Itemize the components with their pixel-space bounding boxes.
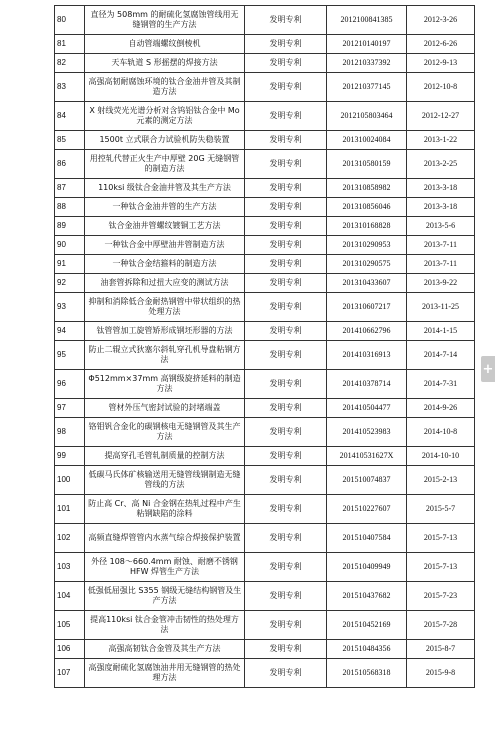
application-date-cell: 2013-2-25	[407, 150, 475, 179]
patent-name-cell: 提高穿孔毛管轧制质量的控制方法	[85, 447, 245, 466]
patent-name-cell: 用控轧代替正火生产中厚壁 20G 无缝钢管的制造方法	[85, 150, 245, 179]
patent-type-cell: 发明专利	[245, 293, 327, 322]
application-date-cell: 2015-7-23	[407, 582, 475, 611]
application-date-cell: 2015-2-13	[407, 466, 475, 495]
application-date-cell: 2014-10-8	[407, 418, 475, 447]
application-date-cell: 2015-7-13	[407, 524, 475, 553]
patent-type-cell: 发明专利	[245, 73, 327, 102]
patent-name-cell: 低碳马氏体矿核输送用无缝管线钢制造无缝管线的方法	[85, 466, 245, 495]
patent-type-cell: 发明专利	[245, 524, 327, 553]
patent-type-cell: 发明专利	[245, 447, 327, 466]
application-date-cell: 2015-5-7	[407, 495, 475, 524]
patent-name-cell: 高强度耐硫化氢腐蚀油井用无缝钢管的热处理方法	[85, 659, 245, 688]
patent-number-cell: 81	[55, 35, 85, 54]
patent-name-cell: 外径 108～660.4mm 耐蚀、耐磨不锈钢 HFW 焊管生产方法	[85, 553, 245, 582]
table-row	[55, 198, 475, 217]
patent-number-cell: 94	[55, 322, 85, 341]
table-row	[55, 102, 475, 131]
patent-number-cell: 106	[55, 640, 85, 659]
patent-name-cell: 铬钼钒合金化的碳钢核电无缝钢管及其生产方法	[85, 418, 245, 447]
table-row	[55, 73, 475, 102]
application-number-cell: 201410662796	[327, 322, 407, 341]
table-row	[55, 274, 475, 293]
patent-type-cell: 发明专利	[245, 236, 327, 255]
application-number-cell: 201210140197	[327, 35, 407, 54]
application-number-cell: 201210377145	[327, 73, 407, 102]
patent-number-cell: 98	[55, 418, 85, 447]
table-row	[55, 35, 475, 54]
application-number-cell: 2012105803464	[327, 102, 407, 131]
patent-table-body	[55, 6, 475, 688]
table-row	[55, 659, 475, 688]
table-row	[55, 322, 475, 341]
application-number-cell: 201510568318	[327, 659, 407, 688]
patent-name-cell: 抑制和消除低合金耐热钢管中带状组织的热处理方法	[85, 293, 245, 322]
application-number-cell: 201510484356	[327, 640, 407, 659]
table-row	[55, 255, 475, 274]
patent-type-cell: 发明专利	[245, 611, 327, 640]
patent-name-cell: 钛管管加工旋管矫形成钢坯形器的方法	[85, 322, 245, 341]
application-date-cell: 2012-10-8	[407, 73, 475, 102]
patent-name-cell: 一种钛合金油井管的生产方法	[85, 198, 245, 217]
table-row	[55, 131, 475, 150]
patent-type-cell: 发明专利	[245, 198, 327, 217]
patent-type-cell: 发明专利	[245, 370, 327, 399]
plus-icon: +	[482, 361, 494, 377]
patent-number-cell: 90	[55, 236, 85, 255]
table-row	[55, 370, 475, 399]
patent-number-cell: 80	[55, 6, 85, 35]
application-number-cell: 201310858982	[327, 179, 407, 198]
expand-side-button[interactable]	[481, 356, 495, 382]
application-number-cell: 201410316913	[327, 341, 407, 370]
patent-name-cell: 110ksi 级钛合金油井管及其生产方法	[85, 179, 245, 198]
application-date-cell: 2014-7-31	[407, 370, 475, 399]
application-date-cell: 2013-5-6	[407, 217, 475, 236]
patent-number-cell: 95	[55, 341, 85, 370]
patent-type-cell: 发明专利	[245, 102, 327, 131]
patent-number-cell: 83	[55, 73, 85, 102]
application-number-cell: 201410523983	[327, 418, 407, 447]
application-date-cell: 2013-3-18	[407, 198, 475, 217]
patent-name-cell: Φ512mm×37mm 高钢级旋挤延料的制造方法	[85, 370, 245, 399]
application-number-cell: 201310168828	[327, 217, 407, 236]
patent-name-cell: 自动管端螺纹倒棱机	[85, 35, 245, 54]
application-date-cell: 2015-9-8	[407, 659, 475, 688]
table-row	[55, 524, 475, 553]
application-date-cell: 2015-7-13	[407, 553, 475, 582]
application-number-cell: 201510407584	[327, 524, 407, 553]
application-date-cell: 2012-3-26	[407, 6, 475, 35]
patent-type-cell: 发明专利	[245, 399, 327, 418]
patent-number-cell: 84	[55, 102, 85, 131]
patent-type-cell: 发明专利	[245, 217, 327, 236]
patent-name-cell: 一种钛合金结箍料的制造方法	[85, 255, 245, 274]
patent-name-cell: 高强高韧钛合金管及其生产方法	[85, 640, 245, 659]
patent-name-cell: 高强高韧耐腐蚀环境的钛合金油井管及其制造方法	[85, 73, 245, 102]
patent-type-cell: 发明专利	[245, 54, 327, 73]
application-number-cell: 201210337392	[327, 54, 407, 73]
patent-type-cell: 发明专利	[245, 640, 327, 659]
patent-type-cell: 发明专利	[245, 341, 327, 370]
patent-type-cell: 发明专利	[245, 150, 327, 179]
application-number-cell: 201510074837	[327, 466, 407, 495]
patent-name-cell: 1500t 立式联合力试验机防失稳装置	[85, 131, 245, 150]
patent-number-cell: 102	[55, 524, 85, 553]
application-date-cell: 2013-3-18	[407, 179, 475, 198]
application-number-cell: 201310290575	[327, 255, 407, 274]
application-date-cell: 2012-9-13	[407, 54, 475, 73]
application-date-cell: 2013-7-11	[407, 236, 475, 255]
patent-type-cell: 发明专利	[245, 322, 327, 341]
application-number-cell: 201410531627X	[327, 447, 407, 466]
patent-name-cell: 直径为 508mm 的耐硫化氢腐蚀管线用无缝钢管的生产方法	[85, 6, 245, 35]
application-number-cell: 201310856046	[327, 198, 407, 217]
patent-number-cell: 103	[55, 553, 85, 582]
application-number-cell: 201310433607	[327, 274, 407, 293]
application-date-cell: 2013-9-22	[407, 274, 475, 293]
application-date-cell: 2012-12-27	[407, 102, 475, 131]
table-row	[55, 466, 475, 495]
application-number-cell: 201310290953	[327, 236, 407, 255]
patent-name-cell: X 射线荧光光谱分析对含钨铝钛合金中 Mo 元素的测定方法	[85, 102, 245, 131]
patent-type-cell: 发明专利	[245, 35, 327, 54]
application-number-cell: 201310580159	[327, 150, 407, 179]
table-row	[55, 54, 475, 73]
table-row	[55, 150, 475, 179]
patent-name-cell: 油套管拆除和过扭大应变的测试方法	[85, 274, 245, 293]
patent-type-cell: 发明专利	[245, 495, 327, 524]
patent-type-cell: 发明专利	[245, 6, 327, 35]
application-date-cell: 2013-7-11	[407, 255, 475, 274]
application-date-cell: 2014-7-14	[407, 341, 475, 370]
application-number-cell: 201510437682	[327, 582, 407, 611]
patent-number-cell: 92	[55, 274, 85, 293]
application-date-cell: 2015-8-7	[407, 640, 475, 659]
application-date-cell: 2013-11-25	[407, 293, 475, 322]
application-number-cell: 201510452169	[327, 611, 407, 640]
application-date-cell: 2012-6-26	[407, 35, 475, 54]
patent-name-cell: 天车轨道 S 形摇摆的焊接方法	[85, 54, 245, 73]
patent-number-cell: 100	[55, 466, 85, 495]
patent-number-cell: 85	[55, 131, 85, 150]
patent-number-cell: 104	[55, 582, 85, 611]
patent-name-cell: 防止高 Cr、高 Ni 合金钢在热轧过程中产生粘钢缺陷的涂料	[85, 495, 245, 524]
application-number-cell: 201510409949	[327, 553, 407, 582]
table-row	[55, 293, 475, 322]
patent-type-cell: 发明专利	[245, 274, 327, 293]
patent-type-cell: 发明专利	[245, 659, 327, 688]
patent-number-cell: 96	[55, 370, 85, 399]
table-row	[55, 553, 475, 582]
patent-number-cell: 88	[55, 198, 85, 217]
patent-number-cell: 97	[55, 399, 85, 418]
table-row	[55, 179, 475, 198]
patent-type-cell: 发明专利	[245, 255, 327, 274]
patent-name-cell: 管材外压气密封试验的封堵端盖	[85, 399, 245, 418]
patent-number-cell: 99	[55, 447, 85, 466]
application-number-cell: 201310607217	[327, 293, 407, 322]
table-row	[55, 495, 475, 524]
table-row	[55, 236, 475, 255]
patent-name-cell: 钛合金油井管螺纹镀铜工艺方法	[85, 217, 245, 236]
patent-type-cell: 发明专利	[245, 582, 327, 611]
patent-number-cell: 107	[55, 659, 85, 688]
table-row	[55, 611, 475, 640]
application-date-cell: 2013-1-22	[407, 131, 475, 150]
application-date-cell: 2014-1-15	[407, 322, 475, 341]
patent-number-cell: 82	[55, 54, 85, 73]
table-row	[55, 582, 475, 611]
patent-number-cell: 87	[55, 179, 85, 198]
table-row	[55, 399, 475, 418]
patent-type-cell: 发明专利	[245, 131, 327, 150]
table-row	[55, 447, 475, 466]
patent-number-cell: 101	[55, 495, 85, 524]
table-row	[55, 6, 475, 35]
patent-name-cell: 提高110ksi 钛合金管冲击韧性的热处理方法	[85, 611, 245, 640]
patent-name-cell: 高频直缝焊管管内水蒸气综合焊接保护装置	[85, 524, 245, 553]
patent-number-cell: 86	[55, 150, 85, 179]
patent-name-cell: 低强低屈强比 S355 钢级无缝结构钢管及生产方法	[85, 582, 245, 611]
application-number-cell: 201310024084	[327, 131, 407, 150]
patent-type-cell: 发明专利	[245, 553, 327, 582]
patent-type-cell: 发明专利	[245, 179, 327, 198]
application-date-cell: 2014-10-10	[407, 447, 475, 466]
patent-number-cell: 105	[55, 611, 85, 640]
patent-number-cell: 89	[55, 217, 85, 236]
patent-number-cell: 91	[55, 255, 85, 274]
application-number-cell: 201410504477	[327, 399, 407, 418]
patent-name-cell: 防止二辊立式狄塞尔斜轧穿孔机导盘粘钢方法	[85, 341, 245, 370]
application-number-cell: 201510227607	[327, 495, 407, 524]
application-number-cell: 2012100841385	[327, 6, 407, 35]
patent-name-cell: 一种钛合金中厚壁油井管制造方法	[85, 236, 245, 255]
patent-type-cell: 发明专利	[245, 466, 327, 495]
application-date-cell: 2015-7-28	[407, 611, 475, 640]
table-row	[55, 640, 475, 659]
patent-type-cell: 发明专利	[245, 418, 327, 447]
patent-table	[54, 5, 475, 688]
table-row	[55, 217, 475, 236]
table-row	[55, 341, 475, 370]
table-row	[55, 418, 475, 447]
patent-number-cell: 93	[55, 293, 85, 322]
application-date-cell: 2014-9-26	[407, 399, 475, 418]
application-number-cell: 201410378714	[327, 370, 407, 399]
